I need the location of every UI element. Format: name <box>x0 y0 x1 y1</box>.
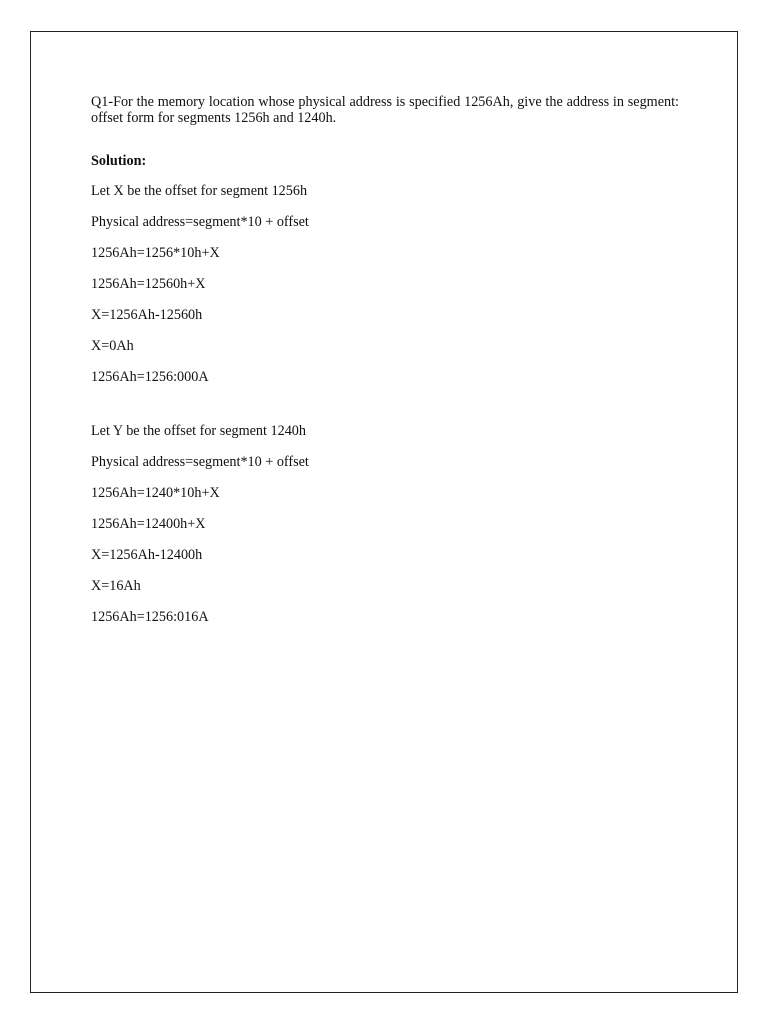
solution-line: Physical address=segment*10 + offset <box>91 454 309 470</box>
solution-line: Let Y be the offset for segment 1240h <box>91 423 306 439</box>
solution-line: 1256Ah=12560h+X <box>91 276 206 292</box>
solution-part-1 <box>91 181 679 388</box>
solution-line: 1256Ah=12400h+X <box>91 516 206 532</box>
solution-line: 1256Ah=1240*10h+X <box>91 485 220 501</box>
solution-line: Physical address=segment*10 + offset <box>91 214 309 230</box>
solution-line: 1256Ah=1256:016A <box>91 609 209 625</box>
solution-line: X=1256Ah-12400h <box>91 547 203 563</box>
solution-line: 1256Ah=1256*10h+X <box>91 245 220 261</box>
solution-line: X=0Ah <box>91 338 134 354</box>
solution-line: X=1256Ah-12560h <box>91 307 203 323</box>
document-content <box>91 94 679 628</box>
question-text: Q1-For the memory location whose physical address is specified 1256Ah, give the address in segment: offset form for segments 1256h and 1240h. <box>91 94 679 126</box>
solution-line: X=16Ah <box>91 578 141 594</box>
document-page <box>30 31 738 993</box>
solution-line: Let X be the offset for segment 1256h <box>91 183 308 199</box>
solution-line: 1256Ah=1256:000A <box>91 369 209 385</box>
solution-part-2 <box>91 421 679 628</box>
solution-heading: Solution: <box>91 153 147 169</box>
section-spacer <box>91 388 679 411</box>
